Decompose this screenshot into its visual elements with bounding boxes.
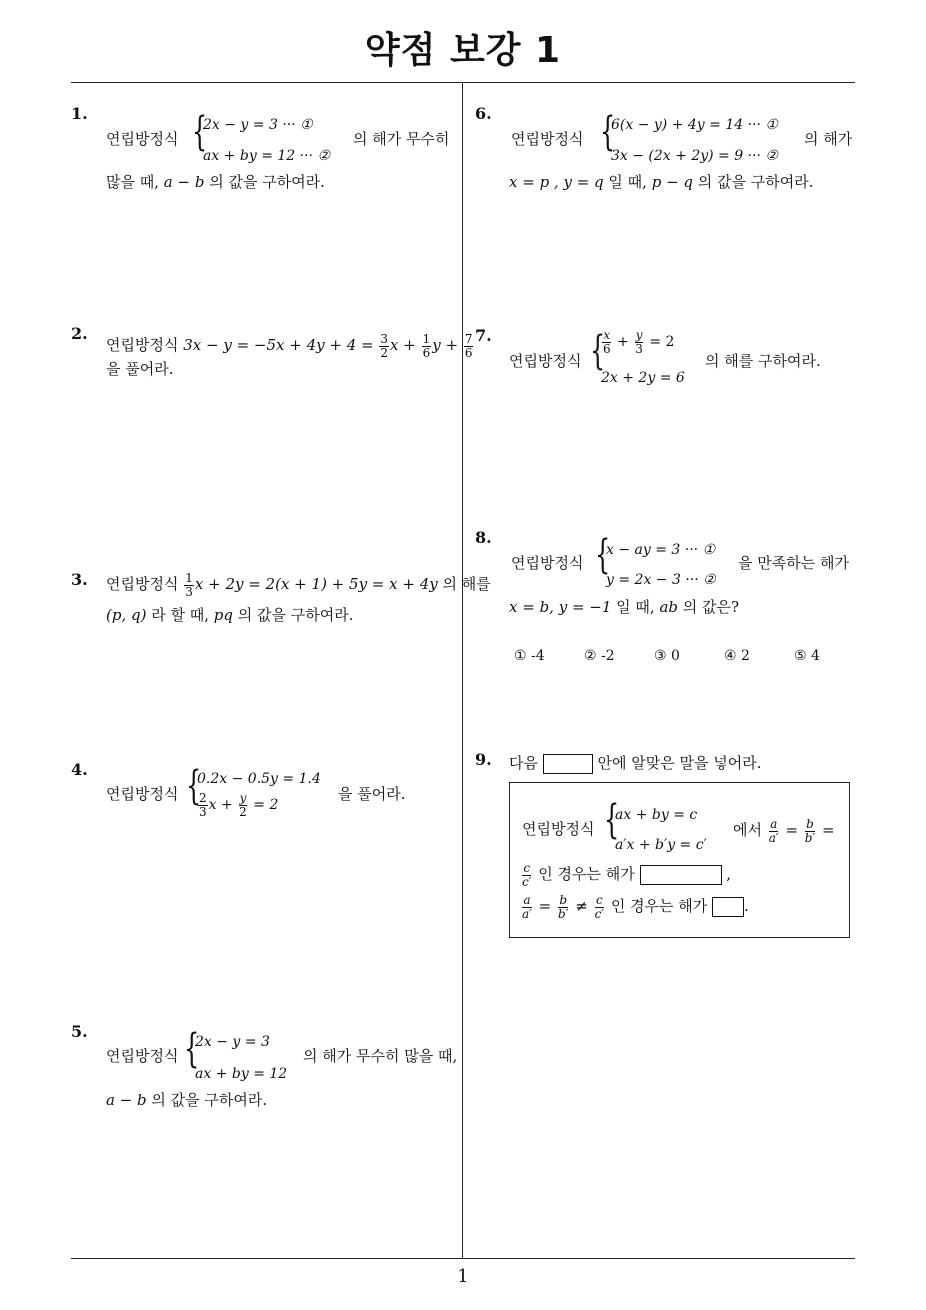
choice-2[interactable]: ② -2	[584, 648, 615, 664]
math: pq	[213, 606, 233, 624]
text: 의 값을 구하여라.	[693, 173, 814, 191]
problem-tail: 의 해가	[804, 130, 853, 148]
numerator: a	[770, 817, 778, 831]
text: ,	[726, 865, 732, 884]
equation-2: 3x − (2x + 2y) = 9 ··· ②	[611, 148, 778, 164]
fraction	[634, 329, 644, 355]
problem-lead: 연립방정식	[106, 1047, 179, 1065]
denominator: 2	[380, 345, 389, 360]
numerator: a	[523, 893, 531, 907]
numerator: y	[635, 328, 643, 342]
problem-line-1	[106, 572, 491, 598]
math: 3x − y = −5x + 4y + 4 =	[183, 336, 379, 355]
equation-2: a′x + b′y = c′	[615, 837, 707, 853]
choice-5[interactable]: ⑤ 4	[794, 648, 820, 664]
system-brace: {	[184, 1026, 200, 1072]
numerator: 1	[422, 332, 431, 346]
text: 에서	[733, 821, 762, 840]
fraction	[602, 329, 612, 355]
fraction	[594, 894, 605, 920]
numerator: y	[239, 791, 247, 805]
fraction	[184, 572, 194, 598]
text: 안에 알맞은 말을 넣어라.	[597, 754, 762, 772]
equation-2	[197, 792, 278, 818]
fraction	[238, 792, 248, 818]
system-brace: {	[604, 797, 620, 843]
math: x +	[390, 336, 421, 355]
math: ab	[659, 598, 679, 616]
problem-number: 6.	[475, 104, 492, 123]
numerator: c	[595, 893, 603, 907]
choice-1[interactable]: ① -4	[514, 648, 545, 664]
text: 많을 때,	[106, 173, 164, 191]
equals-sign: =	[785, 821, 799, 840]
problem-lead: 연립방정식	[511, 130, 584, 148]
math: = 2	[248, 797, 279, 814]
problem-tail: 의 해가 무수히 많을 때,	[303, 1047, 458, 1065]
problem-tail: 을 풀어라.	[338, 785, 406, 803]
numerator: b	[806, 817, 814, 831]
problem-number: 1.	[71, 104, 88, 123]
equation-2: y = 2x − 3 ··· ②	[606, 572, 716, 588]
denominator: a′	[768, 830, 779, 845]
math: x = p , y = q	[509, 173, 604, 191]
problem-tail: 을 만족하는 해가	[738, 554, 849, 572]
math: (p, q)	[106, 606, 147, 624]
problem-line-2	[106, 604, 354, 625]
equals-sign: =	[821, 821, 835, 840]
text: 의 값을 구하여라.	[204, 173, 325, 191]
numerator: 7	[464, 332, 473, 346]
ratio-line	[733, 818, 835, 844]
math: a − b	[106, 1091, 147, 1109]
denominator: 3	[185, 584, 193, 599]
system-brace: {	[186, 763, 202, 809]
equation-1: 2x − y = 3 ··· ①	[203, 117, 313, 133]
math: a − b	[163, 173, 205, 191]
text: 일 때,	[611, 598, 660, 616]
math: x + 2y = 2(x + 1) + 5y = x + 4y	[194, 575, 438, 594]
page-number: 1	[457, 1266, 469, 1287]
denominator: b′	[804, 830, 816, 845]
denominator: a′	[522, 906, 532, 921]
text: 라 할 때,	[146, 606, 214, 624]
page-title: 약점 보강 1	[364, 30, 562, 71]
answer-blank[interactable]	[640, 865, 722, 885]
fraction	[804, 818, 816, 844]
text: 다음	[509, 754, 538, 772]
math: y +	[432, 336, 463, 355]
equation-1: 6(x − y) + 4y = 14 ··· ①	[611, 117, 778, 133]
fraction	[379, 333, 389, 359]
problem-line-2	[106, 1089, 267, 1110]
text: 일 때,	[603, 173, 652, 191]
equation-2: ax + by = 12 ··· ②	[203, 148, 330, 164]
problem-line-2	[509, 596, 739, 617]
problem-lead: 연립방정식	[511, 554, 584, 572]
system-brace: {	[192, 109, 208, 155]
case-2-line	[520, 894, 749, 920]
problem-tail: 의 해를 구하여라.	[705, 352, 821, 370]
denominator: b′	[558, 906, 569, 921]
problem-number: 9.	[475, 750, 492, 769]
equation-1: ax + by = c	[615, 807, 698, 823]
fraction	[422, 333, 432, 359]
text: 의 값을 구하여라.	[232, 606, 354, 624]
denominator: 3	[635, 341, 643, 356]
fraction	[557, 894, 569, 920]
text: .	[744, 897, 749, 916]
problem-lead: 연립방정식	[106, 336, 179, 355]
problem-line-2	[509, 171, 814, 192]
equation-1: 0.2x − 0.5y = 1.4	[197, 771, 321, 787]
math: x = b, y = −1	[509, 598, 612, 616]
answer-blank[interactable]	[712, 897, 744, 917]
denominator: 6	[464, 345, 473, 360]
problem-number: 7.	[475, 326, 492, 345]
numerator: 3	[380, 332, 389, 346]
denominator: c′	[522, 874, 532, 889]
problem-line-2	[106, 171, 325, 192]
problem-lead: 연립방정식	[509, 352, 582, 370]
answer-blank[interactable]	[543, 754, 593, 774]
problem-line-1	[106, 333, 474, 359]
choice-4[interactable]: ④ 2	[724, 648, 750, 664]
choice-3[interactable]: ③ 0	[654, 648, 680, 664]
problem-number: 2.	[71, 324, 88, 343]
text: 의 값은?	[678, 598, 740, 616]
problem-lead: 연립방정식	[106, 785, 179, 803]
text: 인 경우는 해가	[538, 865, 635, 884]
denominator: 6	[603, 341, 611, 356]
math: = 2	[644, 334, 675, 351]
problem-lead: 연립방정식	[522, 820, 595, 838]
equation-2: ax + by = 12	[195, 1066, 288, 1082]
system-brace: {	[595, 532, 611, 578]
problem-number: 4.	[71, 760, 88, 779]
fraction	[768, 818, 780, 844]
math: +	[612, 334, 634, 351]
math: x +	[208, 797, 238, 814]
fraction	[464, 333, 474, 359]
header-rule	[71, 82, 855, 83]
problem-lead: 연립방정식	[106, 130, 179, 148]
equation-1	[601, 329, 674, 355]
not-equal-sign: ≠	[575, 897, 588, 916]
footer-rule	[71, 1258, 855, 1259]
text: 의 해를	[437, 575, 491, 594]
case-1-line	[520, 862, 731, 888]
system-brace: {	[590, 328, 606, 374]
numerator: 1	[185, 571, 193, 585]
numerator: c	[523, 861, 531, 875]
fraction	[521, 862, 532, 888]
equation-1: x − ay = 3 ··· ①	[606, 542, 716, 558]
equation-1: 2x − y = 3	[195, 1034, 270, 1050]
problem-intro	[509, 752, 762, 774]
problem-tail: 의 해가 무수히	[353, 130, 450, 148]
equation-2: 2x + 2y = 6	[601, 370, 685, 386]
problem-number: 8.	[475, 528, 492, 547]
equals-sign: =	[538, 897, 552, 916]
denominator: 6	[422, 345, 431, 360]
problem-lead: 연립방정식	[106, 575, 179, 594]
problem-number: 3.	[71, 570, 88, 589]
fraction	[521, 894, 533, 920]
numerator: x	[603, 328, 611, 342]
numerator: b	[559, 893, 568, 907]
denominator: c′	[594, 906, 605, 921]
problem-number: 5.	[71, 1022, 88, 1041]
denominator: 2	[239, 804, 247, 819]
numerator: 2	[199, 791, 207, 805]
denominator: 3	[199, 804, 207, 819]
column-divider	[462, 83, 463, 1259]
text: 의 값을 구하여라.	[146, 1091, 268, 1109]
system-brace: {	[600, 109, 616, 155]
text: 인 경우는 해가	[610, 897, 708, 916]
problem-line-2: 을 풀어라.	[106, 360, 174, 378]
fraction	[198, 792, 208, 818]
math: p − q	[651, 173, 694, 191]
